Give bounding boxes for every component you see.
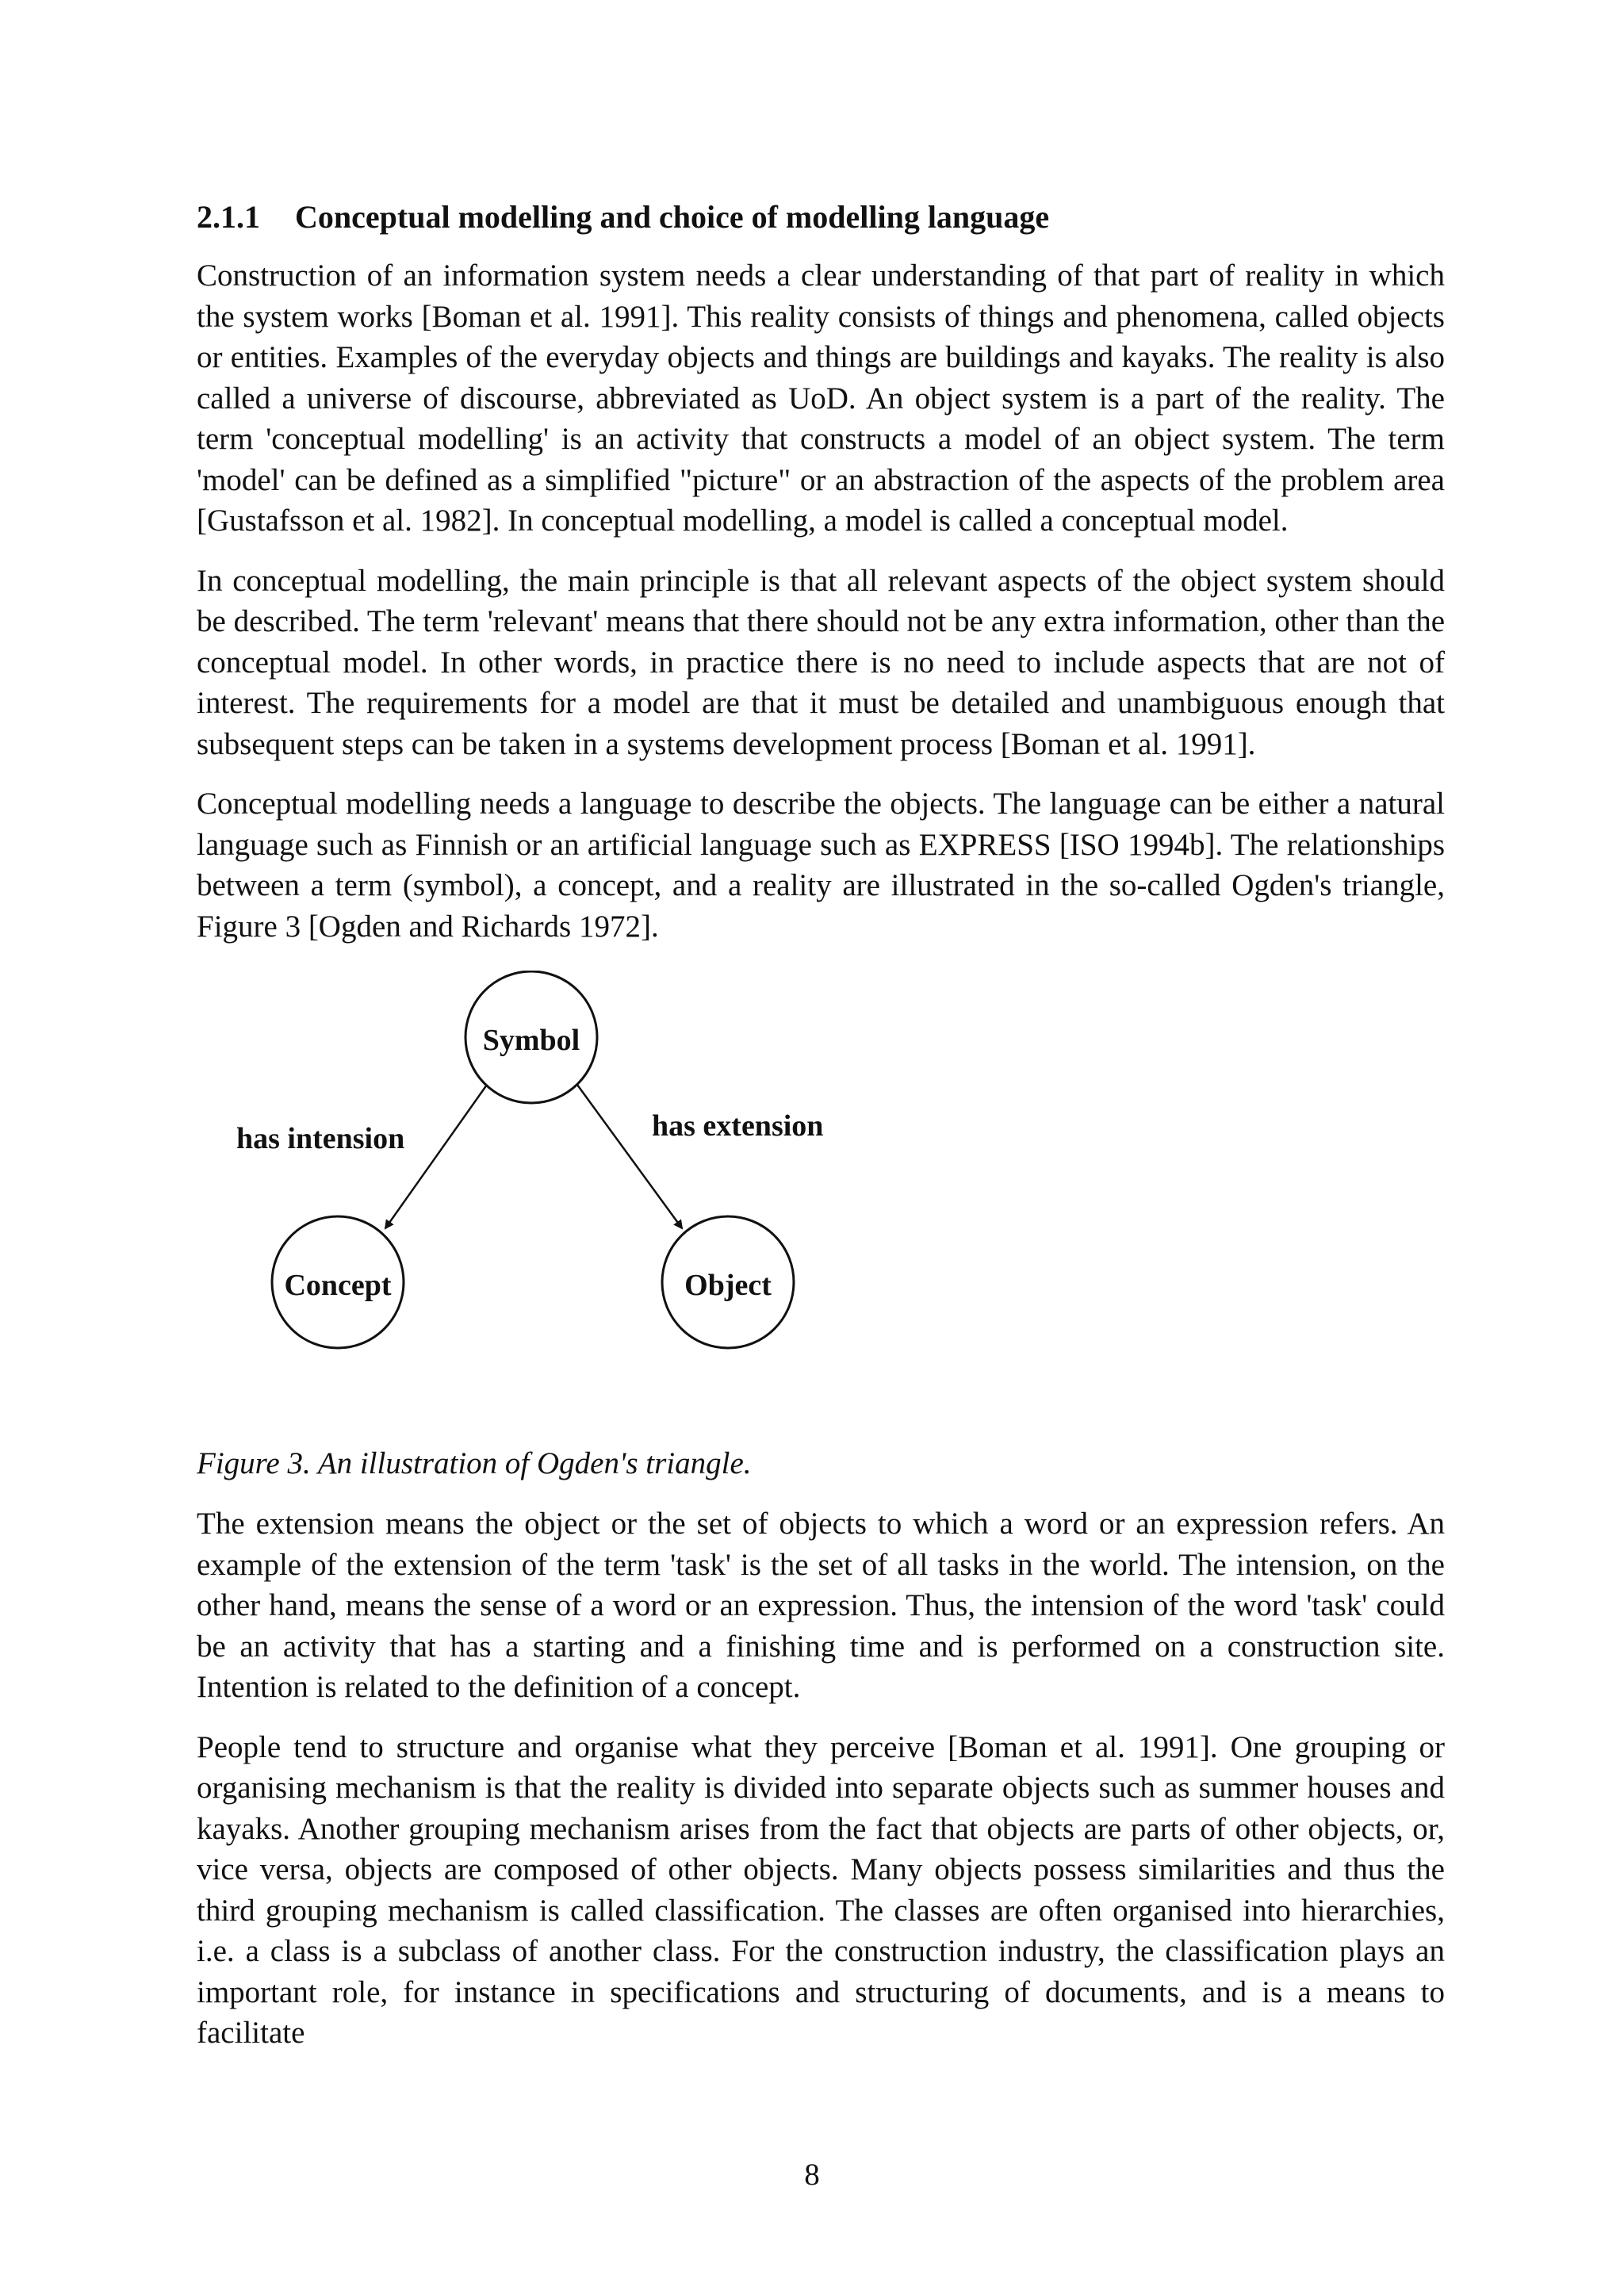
has-extension-label: has extension (652, 1109, 824, 1143)
page-number: 8 (804, 2158, 820, 2192)
page-content (197, 195, 1445, 2073)
object-label: Object (684, 1269, 772, 1302)
paragraph-4: The extension means the object or the set of objects to which a word or an expression refers. An example of the extension of the term 'task' is the set of all tasks in the world. The intension, on the other hand, means the sense of a word or an expression. Thus, the intension of the word 'task' could be an activity that has a starting and a finishing time and is performed on a construction site. Intention is related to the definition of a concept. (197, 1507, 1445, 1704)
paragraph-5: People tend to structure and organise what they perceive [Boman et al. 1991]. One grouping or organising mechanism is that the reality is divided into separate objects such as summer houses and kayaks. Another grouping mechanism arises from the fact that objects are parts of other objects, or, vice versa, objects are composed of other objects. Many objects possess similarities and thus the third grouping mechanism is called classification. The classes are often organised into hierarchies, i.e. a class is a subclass of another class. For the construction industry, the classification plays an important role, for instance in specifications and structuring of documents, and is a means to facilitate (197, 1729, 1445, 2050)
paragraph-2: In conceptual modelling, the main principle is that all relevant aspects of the object system should be described. The term 'relevant' means that there should not be any extra information, other than the conceptual model. In other words, in practice there is no need to include aspects that are not of interest. The requirements for a model are that it must be detailed and unambiguous enough that subsequent steps can be taken in a systems development process [Boman et al. 1991]. (197, 563, 1445, 761)
symbol-label: Symbol (482, 1024, 580, 1057)
has-intension-label: has intension (236, 1122, 405, 1155)
paragraph-3: Conceptual modelling needs a language to describe the objects. The language can be either a natural language such as Finnish or an artificial language such as EXPRESS [ISO 1994b]. The relationships between a term (symbol), a concept, and a reality are illustrated in the so-called Ogden's triangle, Figure 3 [Ogden and Richards 1972]. (197, 787, 1445, 944)
concept-label: Concept (284, 1269, 392, 1302)
figure-caption: Figure 3. An illustration of Ogden's triangle. (197, 1446, 752, 1480)
ogden-triangle-diagram (197, 971, 1445, 1415)
intension-arrow (385, 1085, 487, 1228)
section-number: 2.1.1 (197, 199, 260, 235)
extension-arrow (577, 1085, 682, 1228)
ogden-triangle-figure (197, 971, 1445, 1415)
section-title: Conceptual modelling and choice of modelling language (295, 199, 1050, 235)
section-heading (197, 195, 1445, 239)
paragraph-1: Construction of an information system needs a clear understanding of that part of reality in which the system works [Boman et al. 1991]. This reality consists of things and phenomena, called objects or entities. Examples of the everyday objects and things are buildings and kayaks. The reality is also called a universe of discourse, abbreviated as UoD. An object system is a part of the reality. The term 'conceptual modelling' is an activity that constructs a model of an object system. The term 'model' can be defined as a simplified "picture" or an abstraction of the aspects of the problem area [Gustafsson et al. 1982]. In conceptual modelling, a model is called a conceptual model. (197, 259, 1445, 538)
